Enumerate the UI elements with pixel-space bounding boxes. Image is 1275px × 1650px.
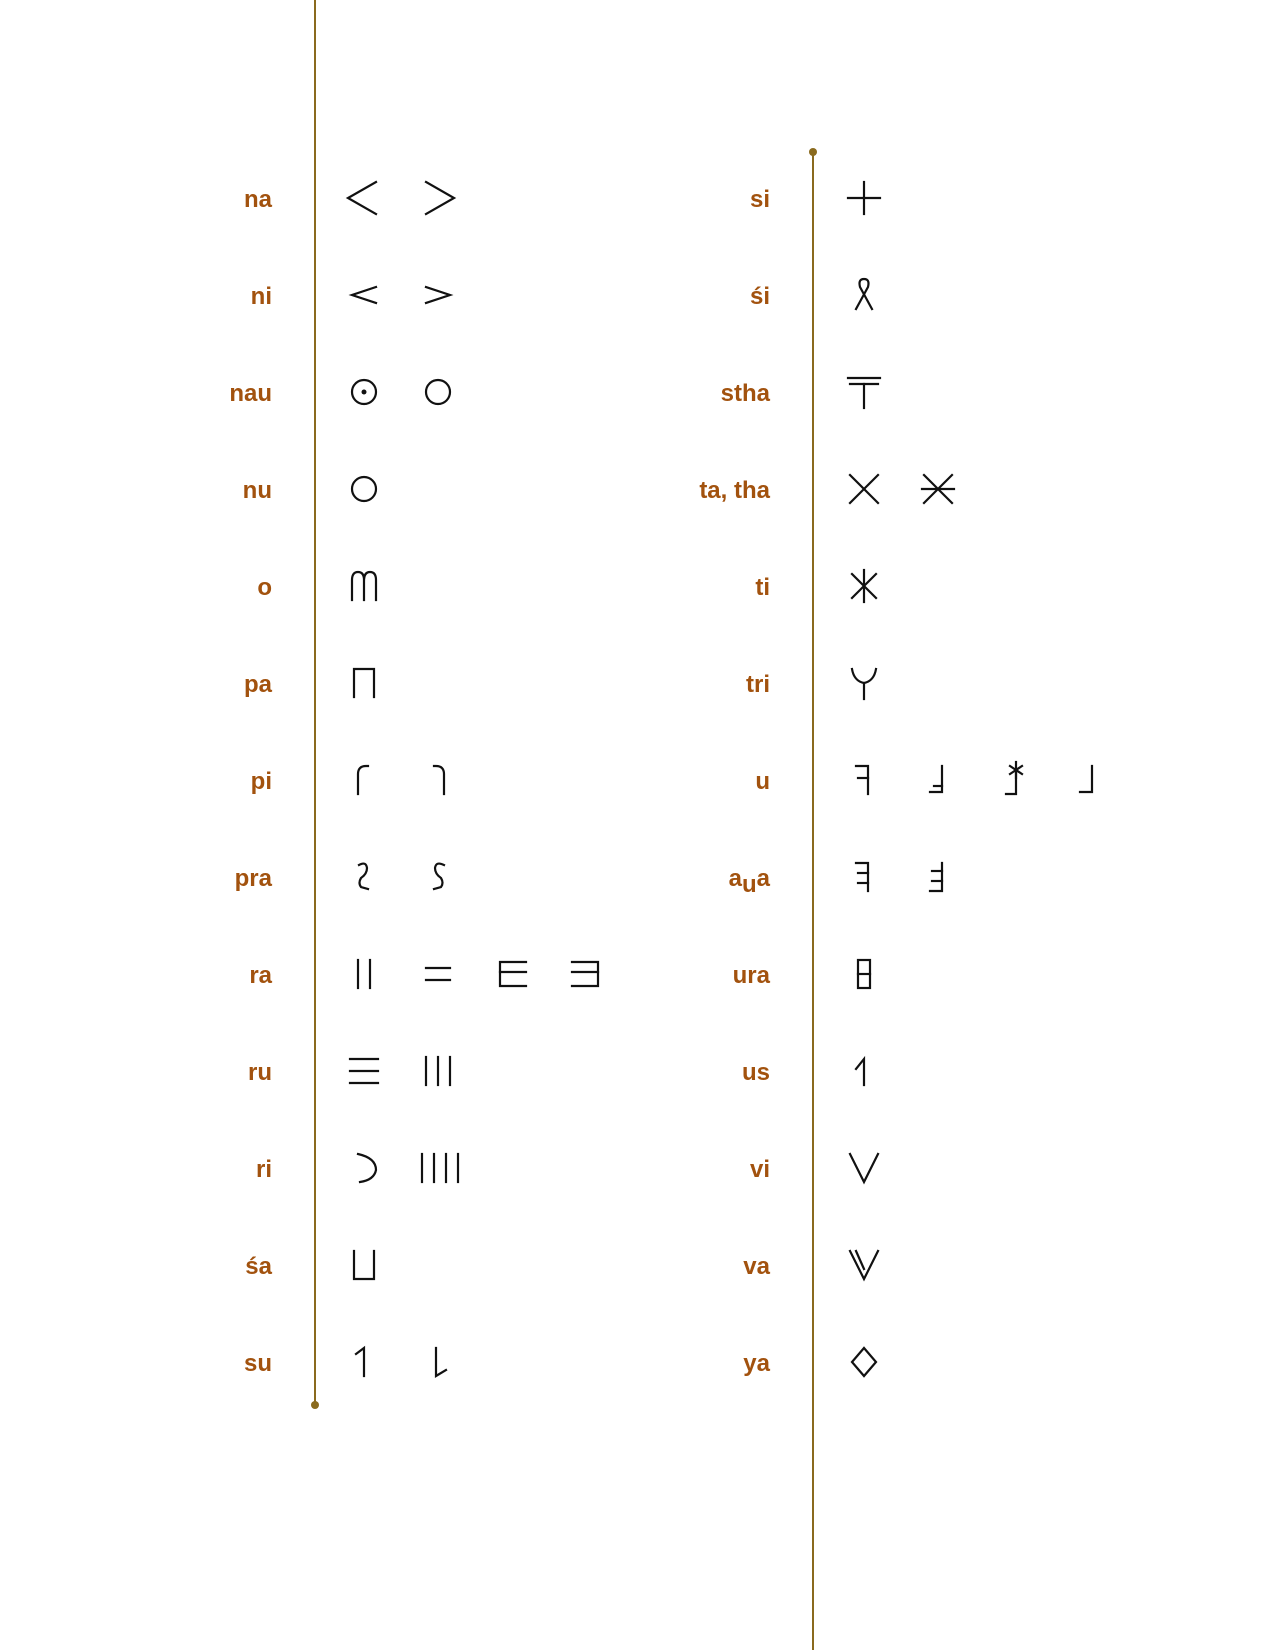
three-vertical-glyph-icon — [420, 1051, 456, 1091]
lt-angle-large-glyph-icon — [346, 178, 382, 218]
e-reverse-glyph-icon — [920, 857, 956, 897]
syllable-label: us — [741, 1059, 770, 1086]
circle-dot-glyph-icon — [346, 372, 382, 412]
pi-gate-glyph-icon — [346, 663, 382, 703]
syllable-label: u — [755, 768, 770, 795]
hook-right-glyph-icon — [420, 760, 456, 800]
hook-left-glyph-icon — [346, 760, 382, 800]
double-arch-glyph-icon — [346, 566, 382, 606]
s-curve-reverse-glyph-icon — [346, 857, 382, 897]
label-subscript: u — [741, 871, 757, 898]
syllable-label: na — [243, 186, 272, 213]
l-hook-glyph-icon — [420, 1342, 456, 1382]
syllable-label: nu — [242, 477, 272, 504]
syllable-label: ri — [255, 1156, 272, 1183]
syllable-label: ti — [755, 574, 770, 601]
two-horizontal-glyph-icon — [420, 954, 456, 994]
s-curve-glyph-icon — [420, 857, 456, 897]
syllable-label: ra — [249, 962, 272, 989]
l-tick-glyph-icon — [920, 760, 956, 800]
y-fork-glyph-icon — [846, 663, 882, 703]
circle-glyph-icon — [420, 372, 456, 412]
syllable-label: ni — [250, 283, 272, 310]
f-reverse-two-glyph-icon — [846, 857, 882, 897]
right-rule-start-dot — [809, 148, 817, 156]
syllable-label: pi — [250, 768, 272, 795]
syllable-label: o — [257, 574, 272, 601]
right-rule — [812, 152, 814, 1650]
two-vertical-glyph-icon — [346, 954, 382, 994]
left-rule — [314, 0, 316, 1405]
syllable-label: stha — [720, 380, 770, 407]
asterisk-glyph-icon — [846, 566, 882, 606]
v-double-glyph-icon — [846, 1245, 882, 1285]
bracket-open-right-glyph-icon — [494, 954, 530, 994]
b-box-glyph-icon — [846, 954, 882, 994]
syllable-label: śi — [749, 283, 770, 310]
j-star-glyph-icon — [994, 760, 1030, 800]
cup-glyph-icon — [346, 1245, 382, 1285]
lt-angle-small-glyph-icon — [346, 275, 382, 315]
x-cross-glyph-icon — [846, 469, 882, 509]
circle-glyph-icon — [346, 469, 382, 509]
gt-angle-large-glyph-icon — [420, 178, 456, 218]
syllable-label: pa — [243, 671, 272, 698]
plus-glyph-icon — [846, 178, 882, 218]
syllable-label: tri — [746, 671, 770, 698]
double-t-glyph-icon — [846, 372, 882, 412]
syllable-label: vi — [749, 1156, 770, 1183]
diamond-glyph-icon — [846, 1342, 882, 1382]
syllable-label: si — [749, 186, 770, 213]
syllable-label: ura — [732, 962, 770, 989]
left-rule-end-dot — [311, 1401, 319, 1409]
numeral-one-glyph-icon — [346, 1342, 382, 1382]
arc-right-glyph-icon — [346, 1148, 382, 1188]
syllable-label: pra — [234, 865, 272, 892]
v-shape-glyph-icon — [846, 1148, 882, 1188]
flag-r-glyph-icon — [846, 1051, 882, 1091]
syllable-label: ya — [743, 1350, 770, 1377]
f-reverse-glyph-icon — [846, 760, 882, 800]
syllable-label — [570, 865, 770, 898]
gt-angle-small-glyph-icon — [420, 275, 456, 315]
j-corner-glyph-icon — [1068, 760, 1104, 800]
label-part: a — [728, 865, 742, 892]
syllable-label: ta, tha — [699, 477, 770, 504]
syllable-label: va — [743, 1253, 770, 1280]
loop-cross-glyph-icon — [846, 275, 882, 315]
syllable-label: su — [243, 1350, 272, 1377]
x-cross-bar-glyph-icon — [920, 469, 956, 509]
syllable-label: ru — [248, 1059, 272, 1086]
three-horizontal-glyph-icon — [346, 1051, 382, 1091]
label-part: a — [756, 865, 770, 892]
four-vertical-glyph-icon — [420, 1148, 456, 1188]
syllable-label: nau — [229, 380, 272, 407]
syllable-label: śa — [245, 1253, 272, 1280]
